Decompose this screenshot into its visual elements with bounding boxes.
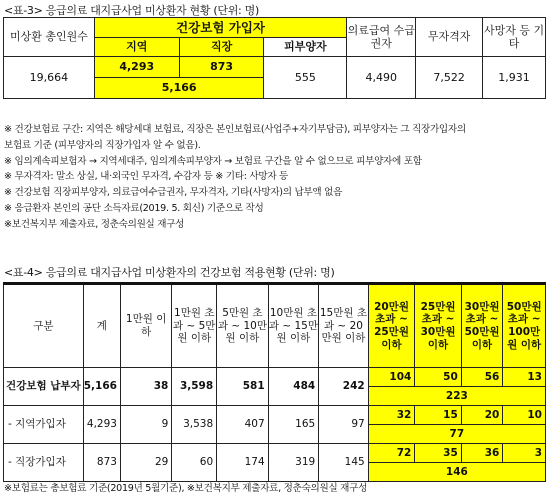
cell-c7: 50	[415, 368, 461, 387]
cell-c2: 3,598	[172, 368, 217, 406]
cell-c6: 32	[368, 406, 415, 425]
unpaid-patients-table	[3, 17, 546, 99]
col-1-5: 1만원 초과 ~ 5만원 이하	[172, 284, 217, 368]
col-10-15: 10만원 초과 ~ 15만원 이하	[268, 284, 319, 368]
col-category: 구분	[4, 284, 84, 368]
cell-c3: 174	[217, 444, 269, 482]
header-uninsured: 무자격자	[416, 18, 483, 57]
cell-c5: 145	[319, 444, 369, 482]
cell-c2: 3,538	[172, 406, 217, 444]
value-region-workplace-sum: 5,166	[94, 78, 264, 99]
col-25-30: 25만원 초과 ~ 30만원 이하	[415, 284, 461, 368]
col-50-100: 50만원 초과 ~ 100만원 이하	[503, 284, 546, 368]
cell-total: 4,293	[83, 406, 120, 444]
table1-notes	[4, 122, 466, 233]
cell-c4: 319	[268, 444, 319, 482]
row-label: - 지역가입자	[4, 406, 84, 444]
header-medical-aid: 의료급여 수급권자	[347, 18, 416, 57]
header-health-insurance: 건강보험 가입자	[94, 18, 346, 38]
note-line: ※보건복지부 제출자료, 정춘숙의원실 재구성	[4, 218, 185, 230]
table2-caption: <표-4> 응급의료 대지급사업 미상환자의 건강보험 적용현황 (단위: 명)	[4, 266, 335, 279]
cell-c9: 3	[503, 444, 546, 463]
cell-c7: 15	[415, 406, 461, 425]
value-workplace: 873	[179, 57, 264, 78]
cell-c1: 38	[120, 368, 171, 406]
cell-total: 5,166	[83, 368, 120, 406]
cell-c8: 36	[461, 444, 503, 463]
note-line: ※ 건강보험료 구간: 지역은 해당세대 보험료, 직장은 본인보험료(사업주+자기부담금), 피부양자는 그 직장가입자의	[4, 124, 466, 135]
col-5-10: 5만원 초과 ~ 10만원 이하	[217, 284, 269, 368]
col-30-50: 30만원 초과 ~ 50만원 이하	[461, 284, 503, 368]
cell-c5: 97	[319, 406, 369, 444]
note-line: 보험료 기준 (피부양자의 직장가입자 알 수 없음).	[4, 139, 201, 151]
header-region: 지역	[94, 37, 179, 57]
note-line: ※ 응급환자 본인의 공단 소득자료(2019. 5. 회신) 기준으로 작성	[4, 202, 264, 214]
cell-c2: 60	[172, 444, 217, 482]
insurance-coverage-table	[3, 282, 546, 482]
note-line: ※ 임의계속피보험자 → 지역세대주, 임의계속피부양자 → 보험료 구간을 알 수 없으므로 피부양자에 포함	[4, 155, 422, 167]
cell-c6: 104	[368, 368, 415, 387]
value-medical-aid: 4,490	[347, 57, 416, 99]
cell-c7: 35	[415, 444, 461, 463]
cell-c6: 72	[368, 444, 415, 463]
value-other: 1,931	[483, 57, 546, 99]
value-region: 4,293	[94, 57, 179, 78]
cell-c4: 165	[268, 406, 319, 444]
table1-caption: <표-3> 응급의료 대지급사업 미상환자 현황 (단위: 명)	[4, 4, 259, 17]
col-15-20: 15만원 초과 ~ 20만원 이하	[319, 284, 369, 368]
col-total: 계	[83, 284, 120, 368]
note-line: ※ 무자격자: 말소 상실, 내·외국인 무자격, 수감자 등 ※ 기타: 사망자 등	[4, 171, 289, 183]
header-dependent: 피부양자	[264, 37, 347, 57]
col-20-25: 20만원 초과 ~ 25만원 이하	[368, 284, 415, 368]
value-uninsured: 7,522	[416, 57, 483, 99]
cell-sum: 77	[368, 425, 545, 444]
cell-c9: 10	[503, 406, 546, 425]
cell-c4: 484	[268, 368, 319, 406]
cell-c5: 242	[319, 368, 369, 406]
cell-c9: 13	[503, 368, 546, 387]
cell-sum: 223	[368, 387, 545, 406]
row-label: 건강보험 납부자	[4, 368, 84, 406]
value-total: 19,664	[4, 57, 95, 99]
cell-sum: 146	[368, 463, 545, 482]
note-line: ※ 건강보험 직장피부양자, 의료급여수급권자, 무자격자, 기타(사망자)의 납부액 없음	[4, 187, 343, 199]
row-label: - 직장가입자	[4, 444, 84, 482]
col-under-1: 1만원 이하	[120, 284, 171, 368]
cell-c1: 9	[120, 406, 171, 444]
cell-total: 873	[83, 444, 120, 482]
header-workplace: 직장	[179, 37, 264, 57]
cell-c1: 29	[120, 444, 171, 482]
value-dependent: 555	[264, 57, 347, 99]
cell-c3: 407	[217, 406, 269, 444]
cell-c8: 56	[461, 368, 503, 387]
header-total: 미상환 총인원수	[4, 18, 95, 57]
cell-c8: 20	[461, 406, 503, 425]
table2-footnote: ※보험료는 총보험료 기준(2019년 5월기준), ※보건복지부 제출자료, 정춘숙의원실 재구성	[4, 483, 368, 494]
header-other: 사망자 등 기타	[483, 18, 546, 57]
cell-c3: 581	[217, 368, 269, 406]
